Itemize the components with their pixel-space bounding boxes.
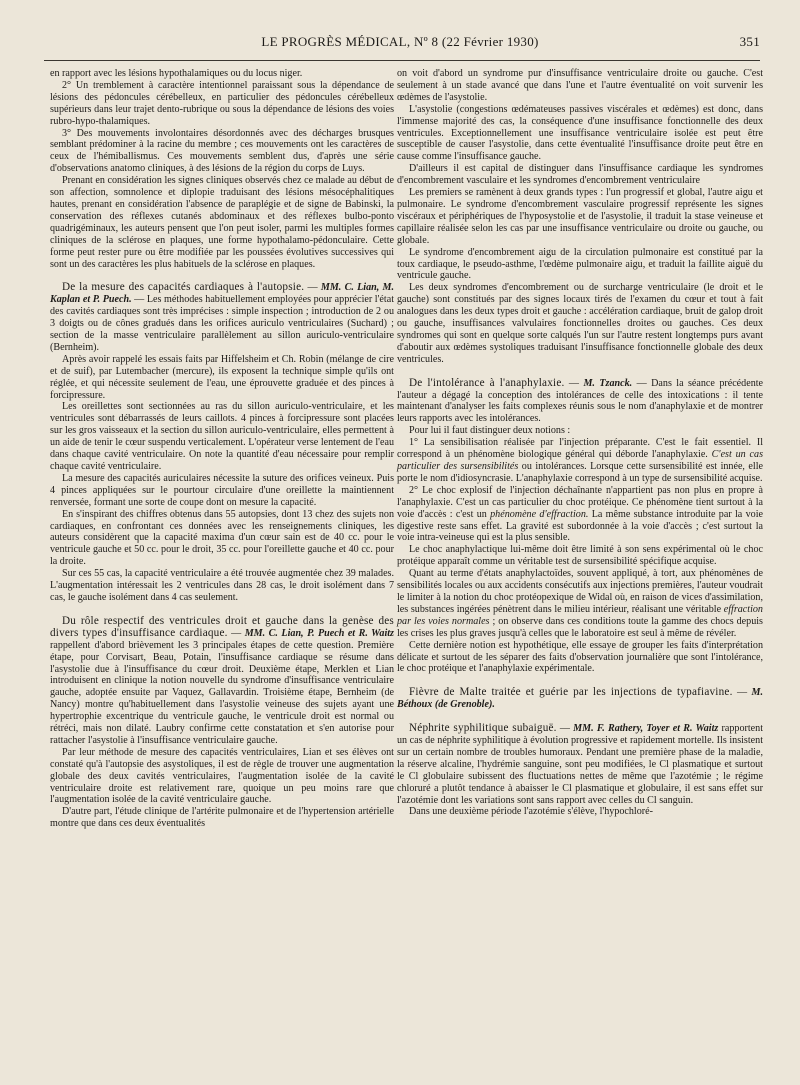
article-lead: Néphrite syphilitique subaiguë. — MM. F. Rathery, Toyer et R. Waitz rapportent un cas de néphrite syphilitique à évolution progressive et rapidement mortelle. Ils insistent sur un certain nombre de troubles humoraux. Pendant une première phase de la maladie, la réserve alcaline, l'hydrémie sanguine, sont peu modifiées, le Cl plasmatique et surtout le Cl globulaire subissent des fluctuations nettes de même que l'azotémie ; le régime chloruré a plutôt tendance à abaisser le Cl plasmatique et globulaire, il est sans effet sur l'azotémie dont les variations sont sans rapport avec celles du Cl sanguin.	[397, 722, 764, 806]
article-authors: MM. C. Lian, M. Kaplan et P. Puech.	[50, 282, 395, 306]
paragraph-text: Dans la séance précédente l'auteur a dégagé la conception des intolérances de celle des intoxications : il tente maintenant d'analyser les faits complexes réunis sous le nom d'anaphylaxie et de montrer leurs rapports avec les intolérances.	[397, 377, 764, 425]
paragraph: L'asystolie (congestions œdémateuses passives viscérales et œdèmes) est donc, dans l'immense majorité des cas, la conséquence d'une insuffisance fonctionnelle des deux ventricules. Exceptionnellement une insuffisance ventriculaire isolée est peut être susceptible de causer l'asystolie, dans cette éventualité l'insuffisance droite peut être en cause comme l'insuffisance gauche.	[397, 103, 763, 163]
italic-phrase: C'est un cas particulier des sursensibilités	[397, 449, 763, 472]
article-authors: MM. C. Lian, P. Puech et R. Waitz	[244, 627, 394, 639]
article-title: Du rôle respectif des ventricules droit et gauche dans la genèse des divers types d'insuffisance cardiaque.	[50, 614, 394, 639]
paragraph: D'ailleurs il est capital de distinguer dans l'insuffisance cardiaque les syndromes d'encombrement vasculaire et les syndromes d'encombrement ventriculaire	[397, 163, 763, 187]
paragraph-text: 1° La sensibilisation réalisée par l'injection préparante. C'est le fait essentiel. Il correspond à un phénomène biologique général qui déborde l'anaphylaxie.	[397, 437, 763, 461]
paragraph: Pour lui il faut distinguer deux notions :	[409, 425, 571, 437]
article-authors: MM. F. Rathery, Toyer et R. Waitz	[573, 723, 719, 735]
paragraph: Par leur méthode de mesure des capacités ventriculaires, Lian et ses élèves ont constaté qu'à l'autopsie des asystoliques, il est de règle de trouver une augmentation globale des deux cavités ventriculaires, l'augmentation isolée de la cavité ventriculaire droite est relativement rare, quoique un peu moins rare que l'augmentation isolée de la cavité ventriculaire gauche.	[50, 746, 394, 806]
italic-phrase: effraction par les voies normales	[397, 603, 763, 627]
article-title: Fièvre de Malte traitée et guérie par les injections de typafiavine.	[409, 686, 733, 699]
paragraph-text: Quant au terme d'états anaphylactoïdes, souvent appliqué, à tort, aux phénomènes de sensibilités locales ou aux accidents consécutifs aux injections premières, l'auteur voudrait le limiter à la notion du choc protéopexique de Widal où, en raison de vices d'assimilation, les substances ingérées pénètrent dans le milieu intérieur, réalisant une véritable	[397, 568, 763, 615]
paragraph: 2° Un tremblement à caractère intentionnel paraissant sous la dépendance de lésions des pédoncules cérébelleux, en particulier des pédoncules cérébelleux supérieurs dans leur trajet dento-rubrique ou sous la dépendance de lésions des voies rubro-hypo-thalamiques.	[50, 79, 394, 127]
article-lead: Du rôle respectif des ventricules droit et gauche dans la genèse des divers types d'insuffisance cardiaque. — MM. C. Lian, P. Puech et R. Waitz rappellent d'abord brièvement les 3 principales étapes de cette question. Première étape, pour Corvisart, Beau, Potain, l'insuffisance cardiaque se résume dans l'asystolie due à l'insuffisance du cœur droit. Deuxième étape, Merklen et Lian introduisent en clinique la notion nouvelle du syndrome d'insuffisance ventriculaire gauche, adoptée ensuite par Vaquez, Gallavardin. Troisième étape, Bernheim (de Nancy) montre qu'habituellement dans l'asystolie veineuse des sujets ayant une hypertrophie excentrique du ventricule gauche, le ventricule droit est normal ou rétréci, mais non dilaté. Laubry confirme cette constatation et s'en autorise pour rattacher l'asystolie à l'insuffisance ventriculaire gauche.	[50, 614, 394, 746]
article-authors: M. Béthoux (de Grenoble).	[397, 687, 763, 711]
paragraph: Le syndrome d'encombrement aigu de la circulation pulmonaire est constitué par la toux cardiaque, le pseudo-asthme, l'œdème pulmonaire aigu, et traduit la faillite aiguë du ventricule gauche.	[397, 246, 763, 282]
article-lead: De l'intolérance à l'anaphylaxie. — M. Tzanck. — Dans la séance précédente l'auteur a dégagé la conception des intolérances de celle des intoxications : il tente maintenant d'analyser les faits complexes réunis sous le nom d'anaphylaxie et de montrer leurs rapports avec les intolérances.	[397, 376, 764, 425]
paragraph-text: ou intolérances. Lorsque cette sursensibilité est innée, elle porte le nom d'idiosyncrasie. L'anaphylaxie correspond à un type de sursensibilité acquise.	[397, 461, 763, 484]
article-authors: M. Tzanck.	[583, 377, 633, 389]
paragraph: on voit d'abord un syndrome pur d'insuffisance ventriculaire droite ou gauche. C'est seulement à un stade avancé que dans l'une et l'autre éventualité on voit survenir les œdèmes de l'asystolie.	[397, 68, 763, 103]
article-title: De la mesure des capacités cardiaques à l'autopsie.	[62, 281, 305, 294]
paragraph: Les premiers se ramènent à deux grands types : l'un progressif et global, l'autre aigu et pulmonaire. Le syndrome d'encombrement vasculaire progressif représente les signes viscéraux et périphériques de l'hyposystolie et de l'asystolie, il traduit la stase veineuse et capillaire réalisée selon les cas par une insuffisance ventriculaire ou droite ou gauche, ou globale.	[397, 187, 763, 246]
paragraph: Les deux syndromes d'encombrement ou de surcharge ventriculaire (le droit et le gauche) sont constitués par des signes locaux tirés de l'examen du cœur et tout à fait analogues dans les deux types droit et gauche : accélération cardiaque, bruit de galop droit ou gauche, insuffisances valvulaires fonctionnelles droites ou gauches. Ces deux syndromes qui sont en quelque sorte calqués l'un sur l'autre restent longtemps purs avant d'aboutir aux œdèmes systoliques traduisant l'insuffisance fonctionnelle globale des deux ventricules.	[397, 282, 763, 365]
paragraph: en rapport avec les lésions hypothalamiques ou du locus niger.	[50, 68, 303, 79]
running-header	[40, 34, 760, 50]
paragraph: 3° Des mouvements involontaires désordonnés avec des décharges brusques semblant prédominer à la racine du membre ; ces mouvements ont les caractères de ceux de l'hémiballismus. Ces mouvements semblent dus, d'après une série d'observations anatomo cliniques, à des lésions de la région du corps de Luys.	[50, 127, 394, 175]
paragraph: D'autre part, l'étude clinique de l'artérite pulmonaire et de l'hypertension artérielle montre que dans ces deux éventualités	[50, 806, 394, 830]
paragraph-text: 2° Le choc explosif de l'injection déchaînante n'appartient pas non plus en propre à l'anaphylaxie. C'est un cas particulier du choc protéique. Ce phénomène tient surtout à la voie d'accès : c'est un	[397, 484, 763, 520]
article-title: Néphrite syphilitique subaiguë.	[409, 722, 557, 735]
paragraph: Cette dernière notion est hypothétique, elle essaye de grouper les faits d'interprétation délicate et surtout de les séparer des faits d'observation journalière que sont l'intolérance, le choc protéique et l'anaphylaxie expérimentale.	[397, 639, 763, 675]
paragraph: Prenant en considération les signes cliniques observés chez ce malade au début de son affection, somnolence et diplopie traduisant des lésions mésocéphalitiques hautes, prenant en considération l'absence de paraplégie et de signe de Babinski, la conservation des réflexes cutanés abdominaux et des réflexes bulbo-ponto quadrigéminaux, les auteurs pensent que l'on peut isoler, parmi les multiples formes cliniques de la sclérose en plaques, une forme hypothalamo-pédonculaire. Cette forme peut rester pure ou être modifiée par les poussées évolutives successives qui sont un des caractères les plus habituels de la sclérose en plaques.	[50, 175, 394, 270]
paragraph: Les oreillettes sont sectionnées au ras du sillon auriculo-ventriculaire, et les ventricules sont débarrassés de leurs caillots. 4 pinces à forcipressure sont placées sur les gros vaisseaux et la section du sillon auriculo-ventriculaire, elles permettent à un aide de tenir le cœur suspendu verticalement. L'opérateur verse lentement de l'eau dans chaque cavité ventriculaire. On note la quantité d'eau nécessaire pour remplir chaque cavité ventriculaire.	[50, 401, 394, 472]
left-column	[50, 68, 394, 830]
paragraph-text: La même substance introduite par la voie digestive reste sans effet. La gravité est subordonnée à la voie d'accès ; c'est surtout la voie intra-veineuse qui est la plus sensible.	[397, 508, 763, 544]
paragraph-text: rappellent d'abord brièvement les 3 principales étapes de cette question. Première étape, pour Corvisart, Beau, Potain, l'insuffisance cardiaque se résume dans l'asystolie due à l'insuffisance du cœur droit. Deuxième étape, Merklen et Lian introduisent en clinique la notion nouvelle du syndrome d'insuffisance ventriculaire gauche, adoptée ensuite par Vaquez, Gallavardin. Troisième étape, Bernheim (de Nancy) montre qu'habituellement dans l'asystolie veineuse des sujets ayant une hypertrophie excentrique du ventricule gauche, le ventricule droit est normal ou rétréci, mais non dilaté. Laubry confirme cette constatation et s'en autorise pour rattacher l'asystolie à l'insuffisance ventriculaire gauche.	[50, 639, 394, 746]
paragraph: Dans une deuxième période l'azotémie s'élève, l'hypochloré-	[409, 806, 653, 818]
paragraph-text: Les méthodes habituellement employées pour apprécier l'état des cavités cardiaques sont très imprécises : simple inspection ; introduction de 2 ou 3 doigts ou de cônes gradués dans les orifices auriculo ventriculaires (Suchard) ; section de la masse ventriculaire parallèlement au sillon auriculo-ventriculaire (Bernheim).	[50, 294, 394, 353]
article-lead: De la mesure des capacités cardiaques à l'autopsie. — MM. C. Lian, M. Kaplan et P. Puech. — Les méthodes habituellement employées pour apprécier l'état des cavités cardiaques sont très imprécises : simple inspection ; introduction de 2 ou 3 doigts ou de cônes gradués dans les orifices auriculo ventriculaires (Suchard) ; section de la masse ventriculaire parallèlement au sillon auriculo-ventriculaire (Bernheim).	[50, 281, 395, 353]
article-lead: Fièvre de Malte traitée et guérie par les injections de typafiavine. — M. Béthoux (de Grenoble).	[397, 686, 763, 711]
article-title: De l'intolérance à l'anaphylaxie.	[409, 376, 565, 389]
italic-phrase: phénomène d'effraction.	[490, 508, 589, 520]
paragraph: Sur ces 55 cas, la capacité ventriculaire a été trouvée augmentée chez 39 malades. L'augmentation intéressait les 2 ventricules dans 28 cas, le droit isolément dans 7 cas, le gauche isolément dans 4 cas seulement.	[50, 568, 394, 603]
header-rule	[44, 60, 760, 61]
paragraph-text: ; on observe dans ces conditions toute la gamme des chocs depuis les crises les plus graves jusqu'à celles que le laboratoire est seul à même de révéler.	[397, 615, 763, 639]
paragraph: La mesure des capacités auriculaires nécessite la suture des orifices veineux. Puis 4 pinces appliquées sur le pourtour circulaire d'une oreillette la maintiennent renversée, formant une sorte de coupe dont on mesure la capacité.	[50, 472, 394, 508]
journal-title: LE PROGRÈS MÉDICAL, Nº 8 (22 Février 1930)	[261, 34, 539, 49]
paragraph: Le choc anaphylactique lui-même doit être limité à son sens expérimental où le choc protéique apparaît comme un véritable test de sursensibilité spécifique acquise.	[397, 544, 763, 568]
paragraph	[397, 568, 763, 639]
paragraph: Après avoir rappelé les essais faits par Hiffelsheim et Ch. Robin (mélange de cire et de suif), par Lutembacher (mercure), ils exposent la technique simple qu'ils ont réglée, et qui nécessite seulement de l'eau, une éprouvette graduée et des pinces à forcipressure.	[50, 353, 394, 401]
paragraph	[397, 485, 763, 545]
paragraph-text: rapportent un cas de néphrite syphilitique à évolution progressive et rapidement mortelle. Ils insistent sur un certain nombre de troubles humoraux. Pendant une première phase de la maladie, la réserve alcaline, l'hydrémie sanguine, sont peu modifiées, le Cl plasmatique et surtout le Cl globulaire subissent des fluctuations nettes de même que l'azotémie ; le régime chloruré a plutôt tendance à abaisser le Cl plasmatique et globulaire, il est sans effet sur l'azotémie dont les variations sont sans rapport avec celles du Cl sanguin.	[397, 723, 764, 806]
paragraph: En s'inspirant des chiffres obtenus dans 55 autopsies, dont 13 chez des sujets non cardiaques, en confrontant ces données avec les renseignements cliniques, les auteurs considèrent que la capacité maxima d'un cœur sain est de 40 cc. pour le ventricule gauche et 50 cc. pour le droit, 35 cc. pour l'oreillette gauche et 40 cc. pour la droite.	[50, 508, 394, 568]
paragraph	[397, 437, 763, 485]
page-number: 351	[739, 34, 760, 49]
right-column	[397, 68, 763, 818]
